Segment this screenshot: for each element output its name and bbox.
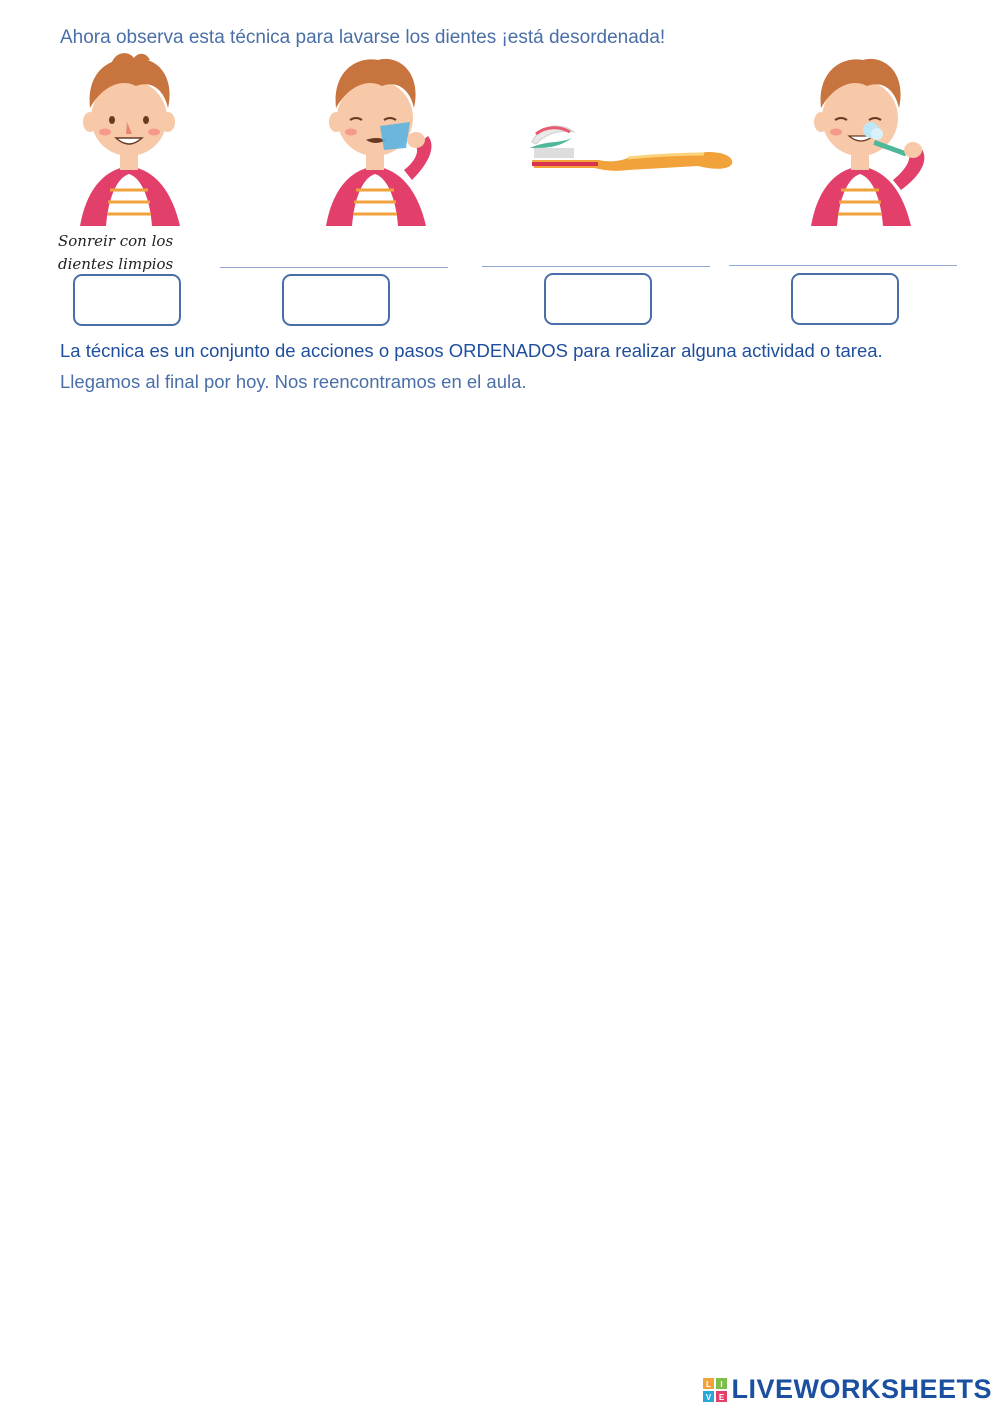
answer-line-2 [220,267,448,268]
brand-name: LIVEWORKSHEETS [731,1374,992,1404]
liveworksheets-brand [703,1374,992,1405]
step-caption: Sonreir con los dientes limpios [58,232,174,272]
toothbrush-illustration [528,118,738,176]
instruction-text: Ahora observa esta técnica para lavarse los dientes ¡está desordenada! [60,27,666,48]
boy-brushing-illustration [805,50,933,226]
svg-text:V: V [706,1392,712,1402]
svg-text:I: I [720,1379,724,1389]
order-answer-box-3[interactable] [544,273,652,325]
liveworksheets-logo-icon [703,1378,727,1402]
closing-text: Llegamos al final por hoy. Nos reencontramos en el aula. [60,371,527,392]
order-answer-box-2[interactable] [282,274,390,326]
definition-text: La técnica es un conjunto de acciones o pasos ORDENADOS para realizar alguna actividad o tarea. [60,340,883,361]
order-answer-box-1[interactable] [73,274,181,326]
answer-line-3 [482,266,710,267]
order-answer-box-4[interactable] [791,273,899,325]
answer-line-4 [729,265,957,266]
boy-smiling-illustration [72,50,187,226]
svg-text:L: L [706,1379,712,1389]
boy-rinsing-illustration [320,50,445,226]
svg-text:E: E [719,1392,725,1402]
